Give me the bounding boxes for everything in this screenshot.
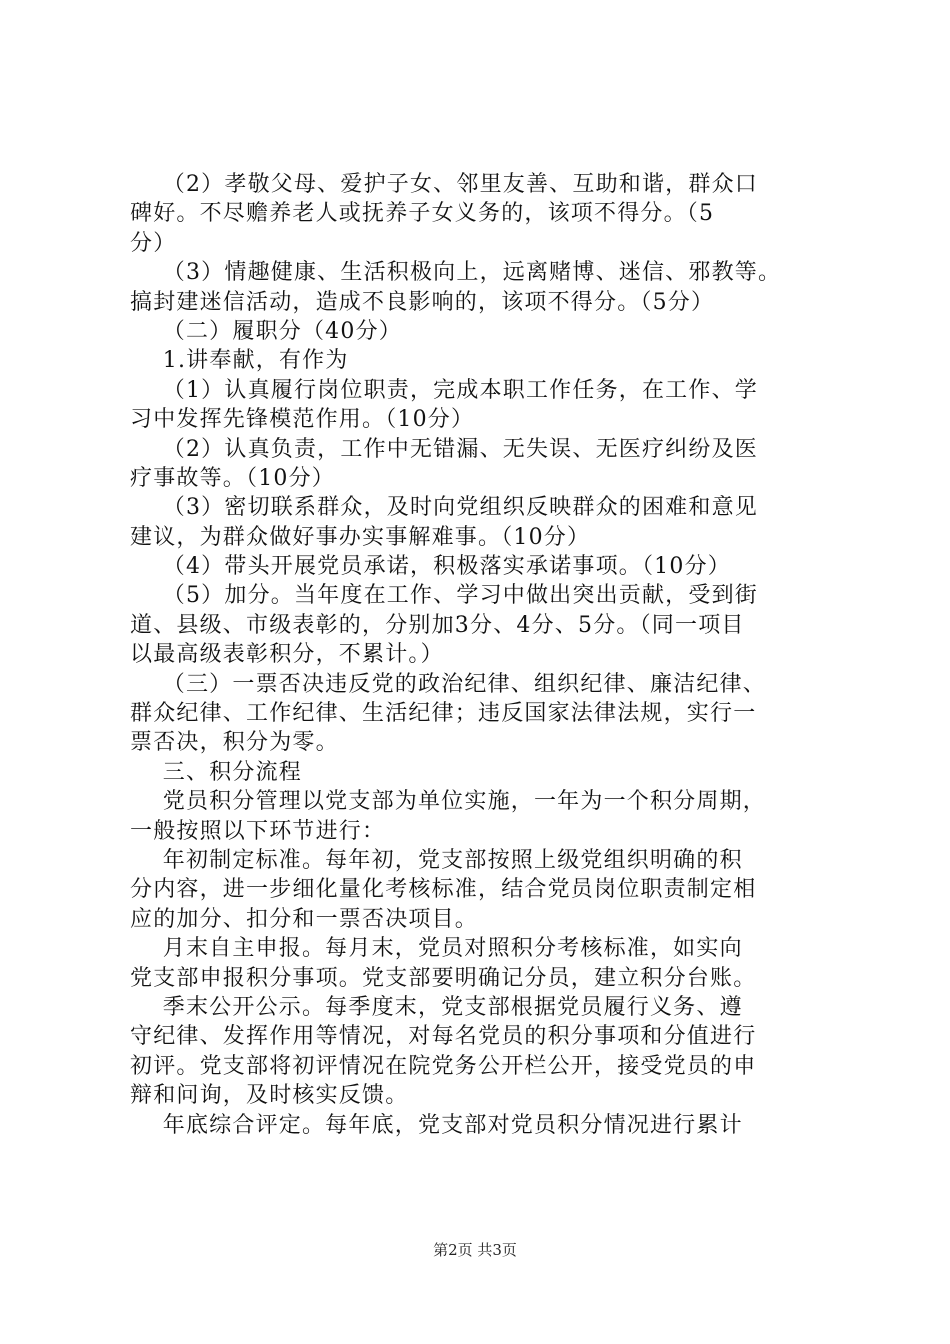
text-line: 以最高级表彰积分，不累计。）: [130, 642, 444, 668]
text-line: （1）认真履行岗位职责，完成本职工作任务，在工作、学: [130, 377, 758, 403]
text-line: 习中发挥先锋模范作用。（10分）: [130, 407, 475, 433]
text-line: 辩和问询，及时核实反馈。: [130, 1083, 409, 1109]
text-line: 分内容，进一步细化量化考核标准，结合党员岗位职责制定相: [130, 877, 757, 903]
document-body: [130, 170, 840, 1140]
text-line: 道、县级、市级表彰的，分别加3分、4分、5分。（同一项目: [130, 612, 745, 638]
text-line: 季末公开公示。每季度末，党支部根据党员履行义务、遵: [130, 994, 743, 1020]
text-line: 年底综合评定。每年底，党支部对党员积分情况进行累计: [130, 1112, 743, 1138]
text-line: 年初制定标准。每年初，党支部按照上级党组织明确的积: [130, 847, 743, 873]
text-line: 分）: [130, 230, 177, 256]
text-line: 党员积分管理以党支部为单位实施，一年为一个积分周期，: [130, 789, 766, 815]
text-line: 建议，为群众做好事办实事解难事。（10分）: [130, 524, 591, 550]
text-line: （5）加分。当年度在工作、学习中做出突出贡献，受到街: [130, 583, 758, 609]
text-line: 群众纪律、工作纪律、生活纪律；违反国家法律法规，实行一: [130, 701, 757, 727]
text-line: （3）密切联系群众，及时向党组织反映群众的困难和意见: [130, 495, 758, 521]
text-line: （三）一票否决违反党的政治纪律、组织纪律、廉洁纪律、: [130, 671, 766, 697]
text-line: 票否决，积分为零。: [130, 730, 339, 756]
text-line: 碑好。不尽赡养老人或抚养子女义务的，该项不得分。（5: [130, 201, 715, 227]
text-line: 1.讲奉献，有作为: [130, 348, 349, 374]
text-line: （2）孝敬父母、爱护子女、邻里友善、互助和谐，群众口: [130, 172, 758, 197]
text-line: （3）情趣健康、生活积极向上，远离赌博、迷信、邪教等。: [130, 260, 782, 286]
page-footer: 第2页 共3页: [433, 1241, 517, 1259]
text-line: 党支部申报积分事项。党支部要明确记分员，建立积分台账。: [130, 965, 757, 991]
text-line: （4）带头开展党员承诺，积极落实承诺事项。（10分）: [130, 554, 731, 580]
text-line: 应的加分、扣分和一票否决项目。: [130, 906, 479, 932]
text-line: 搞封建迷信活动，造成不良影响的，该项不得分。（5分）: [130, 289, 715, 315]
text-line: 三、积分流程: [130, 759, 302, 785]
text-line: 月末自主申报。每月末，党员对照积分考核标准，如实向: [130, 936, 743, 962]
text-line: 疗事故等。（10分）: [130, 465, 335, 491]
text-line: 初评。党支部将初评情况在院党务公开栏公开，接受党员的申: [130, 1053, 757, 1079]
text-line: 一般按照以下环节进行：: [130, 818, 386, 844]
text-line: （2）认真负责，工作中无错漏、无失误、无医疗纠纷及医: [130, 436, 758, 462]
text-line: （二）履职分（40分）: [130, 318, 402, 344]
text-line: 守纪律、发挥作用等情况，对每名党员的积分事项和分值进行: [130, 1024, 757, 1050]
